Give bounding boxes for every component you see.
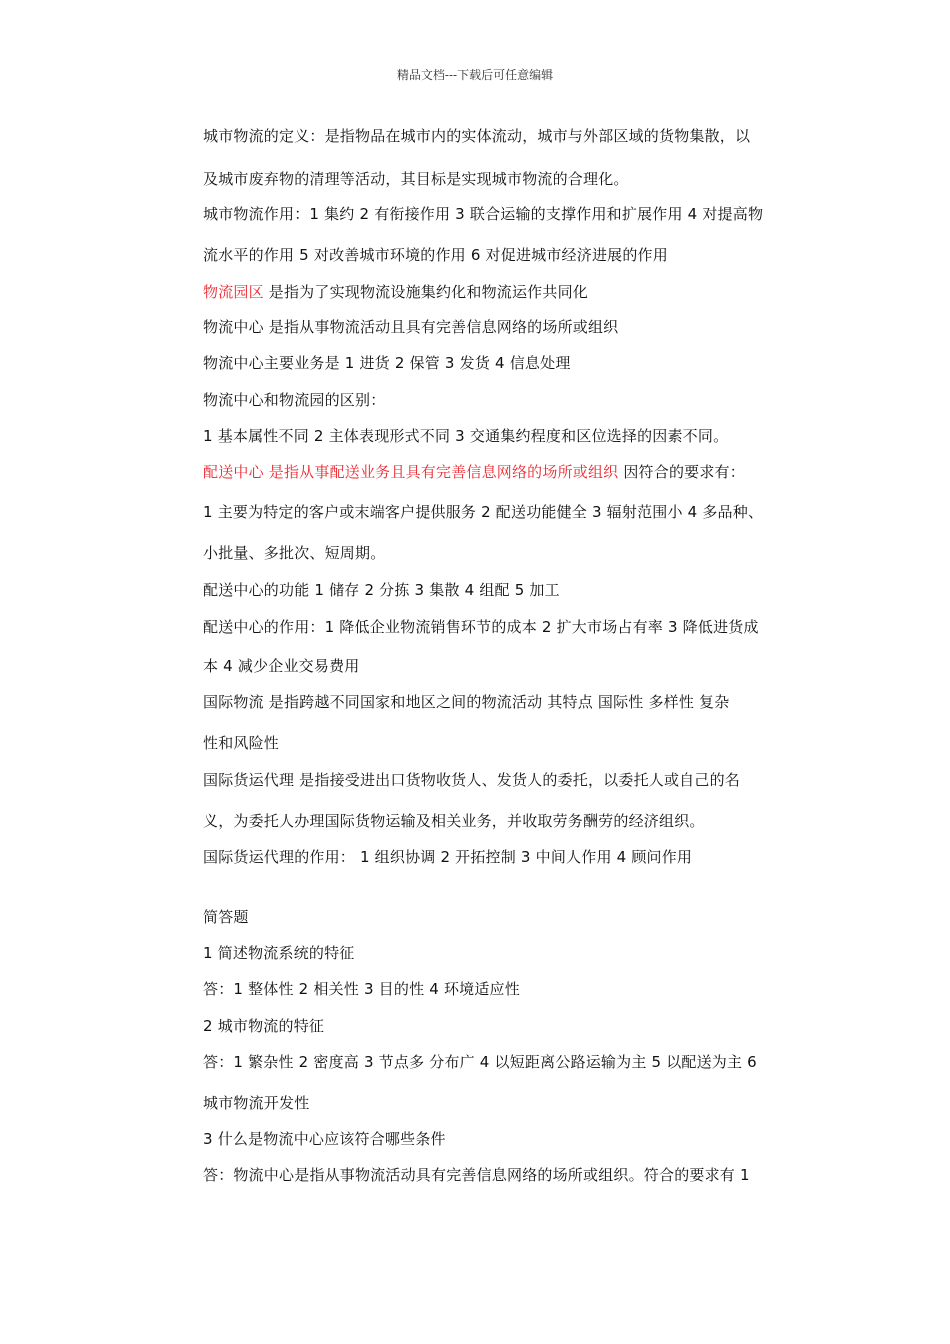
line-text: 小批量、多批次、短周期。 (203, 544, 386, 562)
text-line (203, 543, 385, 563)
text-line (203, 811, 705, 831)
line-text: 性和风险性 (203, 734, 280, 752)
text-line (203, 169, 629, 189)
line-text: 因符合的要求有： (618, 463, 745, 481)
text-line (203, 282, 588, 302)
text-line (203, 1093, 309, 1113)
line-text: 配送中心的功能 1 储存 2 分拣 3 集散 4 组配 5 加工 (203, 581, 560, 599)
line-text: 城市物流开发性 (203, 1094, 310, 1112)
line-text: 答：物流中心是指从事物流活动具有完善信息网络的场所或组织。符合的要求有 1 (203, 1166, 750, 1184)
text-line (203, 462, 745, 482)
text-line (203, 390, 385, 410)
text-line (203, 847, 692, 867)
text-line (203, 692, 729, 712)
text-line (203, 943, 355, 963)
line-text: 配送中心的作用：1 降低企业物流销售环节的成本 2 扩大市场占有率 3 降低进货成 (203, 618, 759, 636)
text-line (203, 426, 728, 446)
text-line (203, 1016, 324, 1036)
line-text: 国际物流 是指跨越不同国家和地区之间的物流活动 其特点 国际性 多样性 复杂 (203, 693, 730, 711)
line-text: 城市物流的定义：是指物品在城市内的实体流动，城市与外部区域的货物集散，以 (203, 127, 751, 145)
text-line (203, 1129, 446, 1149)
text-line (203, 733, 279, 753)
text-line (203, 1052, 757, 1072)
text-line (203, 907, 249, 927)
line-text: 物流中心 是指从事物流活动且具有完善信息网络的场所或组织 (203, 318, 619, 336)
line-text: 本 4 减少企业交易费用 (203, 657, 360, 675)
text-line (203, 580, 560, 600)
line-text: 1 主要为特定的客户或末端客户提供服务 2 配送功能健全 3 辐射范围小 4 多品种、 (203, 503, 764, 521)
text-line (203, 502, 763, 522)
text-line (203, 126, 750, 146)
line-text: 物流中心和物流园的区别： (203, 391, 386, 409)
line-text: 及城市废弃物的清理等活动，其目标是实现城市物流的合理化。 (203, 170, 629, 188)
line-text: 国际货运代理的作用： 1 组织协调 2 开拓控制 3 中间人作用 4 顾问作用 (203, 848, 693, 866)
line-text: 1 简述物流系统的特征 (203, 944, 355, 962)
line-text: 2 城市物流的特征 (203, 1017, 325, 1035)
line-text: 物流中心主要业务是 1 进货 2 保管 3 发货 4 信息处理 (203, 354, 571, 372)
text-line (203, 317, 618, 337)
highlighted-term: 配送中心 是指从事配送业务且具有完善信息网络的场所或组织 (203, 463, 619, 481)
text-line (203, 353, 571, 373)
line-text: 简答题 (203, 908, 249, 926)
text-line (203, 1165, 750, 1185)
text-line (203, 770, 740, 790)
text-line (203, 979, 520, 999)
line-text: 3 什么是物流中心应该符合哪些条件 (203, 1130, 446, 1148)
line-text: 城市物流作用：1 集约 2 有衔接作用 3 联合运输的支撑作用和扩展作用 4 对提高物 (203, 205, 764, 223)
line-text: 国际货运代理 是指接受进出口货物收货人、发货人的委托，以委托人或自己的名 (203, 771, 740, 789)
page-header: 精品文档---下载后可任意编辑 (396, 68, 554, 82)
text-line (203, 656, 359, 676)
text-line (203, 617, 759, 637)
line-text: 义，为委托人办理国际货物运输及相关业务，并收取劳务酬劳的经济组织。 (203, 812, 705, 830)
highlighted-term: 物流园区 (203, 283, 264, 301)
line-text: 流水平的作用 5 对改善城市环境的作用 6 对促进城市经济进展的作用 (203, 246, 668, 264)
line-text: 是指为了实现物流设施集约化和物流运作共同化 (263, 283, 588, 301)
text-line (203, 204, 763, 224)
text-line (203, 245, 668, 265)
line-text: 1 基本属性不同 2 主体表现形式不同 3 交通集约程度和区位选择的因素不同。 (203, 427, 729, 445)
line-text: 答：1 繁杂性 2 密度高 3 节点多 分布广 4 以短距离公路运输为主 5 以配送为主 6 (203, 1053, 757, 1071)
line-text: 答：1 整体性 2 相关性 3 目的性 4 环境适应性 (203, 980, 520, 998)
